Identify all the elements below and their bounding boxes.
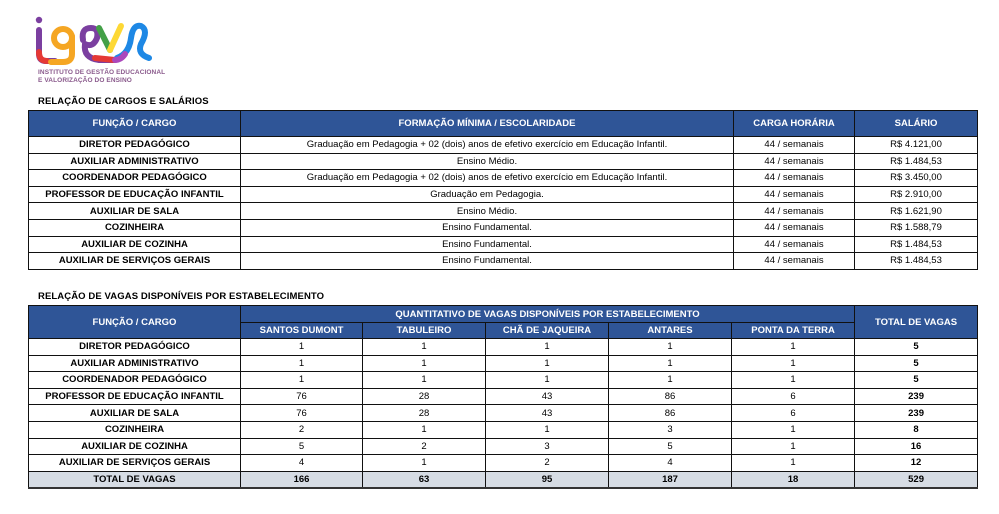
totals-value: 63 [363, 471, 486, 488]
education-cell: Ensino Médio. [241, 153, 734, 170]
education-cell: Graduação em Pedagogia + 02 (dois) anos de efetivo exercício em Educação Infantil. [241, 170, 734, 187]
role-cell: AUXILIAR DE SERVIÇOS GERAIS [29, 455, 241, 472]
totals-value: 187 [609, 471, 732, 488]
role-cell: PROFESSOR DE EDUCAÇÃO INFANTIL [29, 186, 241, 203]
total-cell: 239 [855, 388, 978, 405]
logo-subtitle-line2: E VALORIZAÇÃO DO ENSINO [38, 77, 132, 84]
table-row [29, 339, 978, 356]
value-cell: 4 [241, 455, 363, 472]
role-cell: AUXILIAR DE SERVIÇOS GERAIS [29, 253, 241, 270]
role-cell: COORDENADOR PEDAGÓGICO [29, 372, 241, 389]
col-header-hours: CARGA HORÁRIA [734, 111, 855, 137]
table-row [29, 219, 978, 236]
value-cell: 86 [609, 405, 732, 422]
value-cell: 1 [732, 339, 855, 356]
value-cell: 1 [363, 455, 486, 472]
value-cell: 1 [732, 421, 855, 438]
education-cell: Graduação em Pedagogia + 02 (dois) anos de efetivo exercício em Educação Infantil. [241, 137, 734, 154]
col-header-role: FUNÇÃO / CARGO [29, 111, 241, 137]
value-cell: 1 [609, 339, 732, 356]
table-row [29, 170, 978, 187]
hours-cell: 44 / semanais [734, 203, 855, 220]
table-row [29, 203, 978, 220]
vacancies-section-title: RELAÇÃO DE VAGAS DISPONÍVEIS POR ESTABELECIMENTO [38, 291, 325, 302]
value-cell: 5 [241, 438, 363, 455]
salary-cell: R$ 4.121,00 [855, 137, 978, 154]
value-cell: 2 [363, 438, 486, 455]
salaries-section-title: RELAÇÃO DE CARGOS E SALÁRIOS [38, 96, 209, 107]
value-cell: 86 [609, 388, 732, 405]
education-cell: Ensino Médio. [241, 203, 734, 220]
value-cell: 28 [363, 405, 486, 422]
igeve-logo [33, 14, 153, 66]
salaries-header-row [29, 111, 978, 137]
hours-cell: 44 / semanais [734, 153, 855, 170]
col-header-role: FUNÇÃO / CARGO [29, 306, 241, 339]
education-cell: Graduação em Pedagogia. [241, 186, 734, 203]
value-cell: 3 [609, 421, 732, 438]
role-cell: AUXILIAR ADMINISTRATIVO [29, 153, 241, 170]
table-row [29, 253, 978, 270]
logo-subtitle [38, 69, 165, 85]
role-cell: AUXILIAR DE COZINHA [29, 236, 241, 253]
col-header-ponta-da-terra: PONTA DA TERRA [732, 323, 855, 339]
total-cell: 5 [855, 339, 978, 356]
value-cell: 1 [241, 372, 363, 389]
value-cell: 1 [486, 421, 609, 438]
value-cell: 2 [486, 455, 609, 472]
table-row [29, 372, 978, 389]
hours-cell: 44 / semanais [734, 137, 855, 154]
value-cell: 1 [732, 438, 855, 455]
value-cell: 1 [363, 355, 486, 372]
col-header-antares: ANTARES [609, 323, 732, 339]
col-header-salary: SALÁRIO [855, 111, 978, 137]
value-cell: 1 [363, 339, 486, 356]
totals-row [29, 471, 978, 488]
totals-value: 166 [241, 471, 363, 488]
total-cell: 239 [855, 405, 978, 422]
hours-cell: 44 / semanais [734, 219, 855, 236]
role-cell: AUXILIAR DE COZINHA [29, 438, 241, 455]
role-cell: COZINHEIRA [29, 219, 241, 236]
total-cell: 5 [855, 372, 978, 389]
table-row [29, 153, 978, 170]
role-cell: COORDENADOR PEDAGÓGICO [29, 170, 241, 187]
value-cell: 1 [732, 372, 855, 389]
value-cell: 43 [486, 388, 609, 405]
value-cell: 1 [241, 339, 363, 356]
value-cell: 1 [486, 355, 609, 372]
value-cell: 43 [486, 405, 609, 422]
value-cell: 1 [732, 355, 855, 372]
logo-subtitle-line1: INSTITUTO DE GESTÃO EDUCACIONAL [38, 69, 166, 76]
role-cell: PROFESSOR DE EDUCAÇÃO INFANTIL [29, 388, 241, 405]
table-row [29, 421, 978, 438]
value-cell: 1 [241, 355, 363, 372]
table-row [29, 405, 978, 422]
salary-cell: R$ 1.621,90 [855, 203, 978, 220]
value-cell: 5 [609, 438, 732, 455]
salaries-table [28, 110, 978, 270]
col-header-education: FORMAÇÃO MÍNIMA / ESCOLARIDADE [241, 111, 734, 137]
education-cell: Ensino Fundamental. [241, 219, 734, 236]
salary-cell: R$ 2.910,00 [855, 186, 978, 203]
total-cell: 12 [855, 455, 978, 472]
hours-cell: 44 / semanais [734, 236, 855, 253]
value-cell: 6 [732, 388, 855, 405]
value-cell: 2 [241, 421, 363, 438]
role-cell: DIRETOR PEDAGÓGICO [29, 137, 241, 154]
col-header-tabuleiro: TABULEIRO [363, 323, 486, 339]
value-cell: 4 [609, 455, 732, 472]
value-cell: 1 [486, 372, 609, 389]
salary-cell: R$ 3.450,00 [855, 170, 978, 187]
value-cell: 3 [486, 438, 609, 455]
value-cell: 1 [609, 355, 732, 372]
table-row [29, 355, 978, 372]
table-row [29, 455, 978, 472]
table-row [29, 438, 978, 455]
total-cell: 5 [855, 355, 978, 372]
table-row [29, 236, 978, 253]
role-cell: AUXILIAR DE SALA [29, 203, 241, 220]
salary-cell: R$ 1.484,53 [855, 253, 978, 270]
value-cell: 6 [732, 405, 855, 422]
value-cell: 28 [363, 388, 486, 405]
value-cell: 1 [732, 455, 855, 472]
value-cell: 1 [363, 421, 486, 438]
col-header-group: QUANTITATIVO DE VAGAS DISPONÍVEIS POR ESTABELECIMENTO [241, 306, 855, 323]
total-cell: 8 [855, 421, 978, 438]
role-cell: AUXILIAR DE SALA [29, 405, 241, 422]
salary-cell: R$ 1.484,53 [855, 236, 978, 253]
role-cell: COZINHEIRA [29, 421, 241, 438]
education-cell: Ensino Fundamental. [241, 253, 734, 270]
salary-cell: R$ 1.588,79 [855, 219, 978, 236]
table-row [29, 388, 978, 405]
value-cell: 76 [241, 405, 363, 422]
col-header-total: TOTAL DE VAGAS [855, 306, 978, 339]
totals-label: TOTAL DE VAGAS [29, 471, 241, 488]
totals-value: 18 [732, 471, 855, 488]
salary-cell: R$ 1.484,53 [855, 153, 978, 170]
value-cell: 76 [241, 388, 363, 405]
table-row [29, 186, 978, 203]
hours-cell: 44 / semanais [734, 253, 855, 270]
vacancies-header-row [29, 306, 978, 323]
value-cell: 1 [486, 339, 609, 356]
col-header-cha-de-jaqueira: CHÃ DE JAQUEIRA [486, 323, 609, 339]
role-cell: DIRETOR PEDAGÓGICO [29, 339, 241, 356]
totals-value: 95 [486, 471, 609, 488]
total-cell: 16 [855, 438, 978, 455]
vacancies-table [28, 305, 978, 489]
hours-cell: 44 / semanais [734, 186, 855, 203]
role-cell: AUXILIAR ADMINISTRATIVO [29, 355, 241, 372]
hours-cell: 44 / semanais [734, 170, 855, 187]
table-row [29, 137, 978, 154]
value-cell: 1 [363, 372, 486, 389]
education-cell: Ensino Fundamental. [241, 236, 734, 253]
col-header-santos-dumont: SANTOS DUMONT [241, 323, 363, 339]
value-cell: 1 [609, 372, 732, 389]
grand-total: 529 [855, 471, 978, 488]
